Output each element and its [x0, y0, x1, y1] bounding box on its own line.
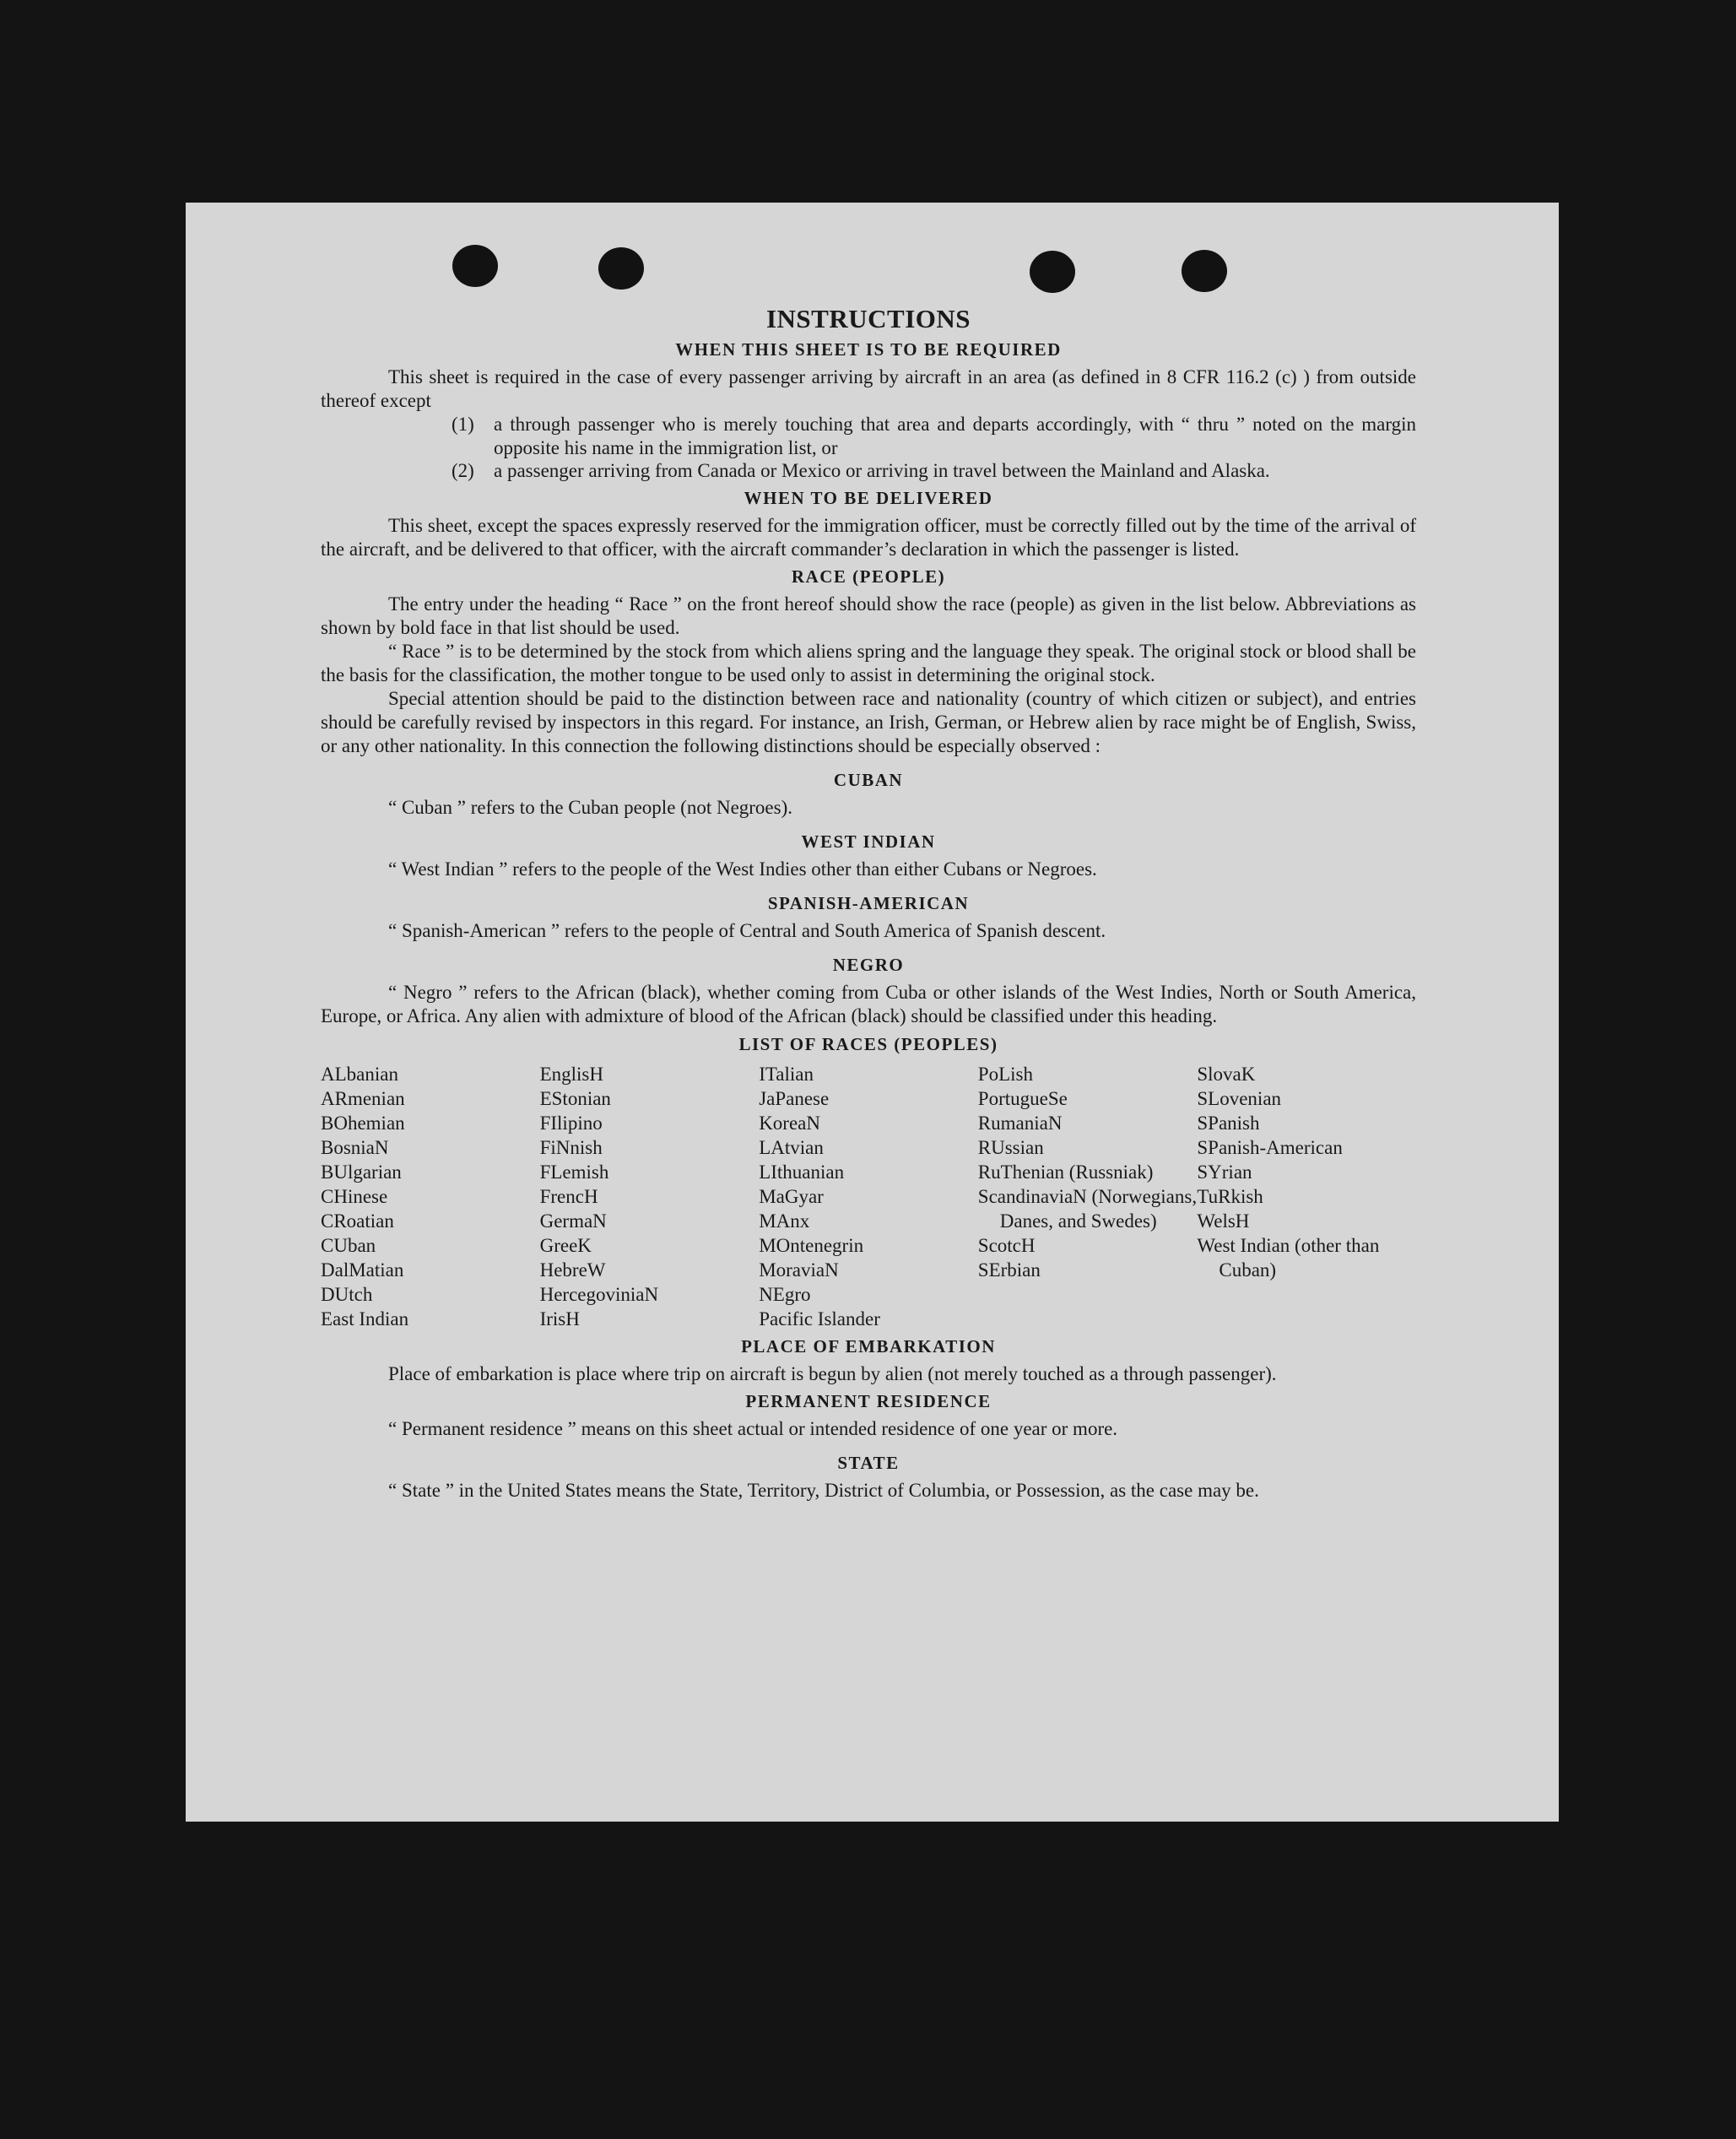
race-entry: BosniaN [321, 1136, 389, 1158]
heading-embarkation: PLACE OF EMBARKATION [741, 1335, 996, 1357]
exception-item [452, 459, 1416, 483]
exception-item [452, 413, 1416, 459]
heading-delivered: WHEN TO BE DELIVERED [744, 487, 993, 508]
race-entry: NEgro [759, 1283, 811, 1305]
race-entry: WelsH [1197, 1210, 1250, 1232]
race-entry: CRoatian [321, 1210, 394, 1232]
heading-race: RACE (PEOPLE) [791, 566, 946, 587]
race-entry: HebreW [539, 1259, 606, 1281]
race-paragraph-3: Special attention should be paid to the distinction between race and nationality (country of which citizen or subject), and entries should be carefully revised by inspectors in this regard. For instance, an Irish, German, or Hebrew alien by race might be of English, Swiss, or any other nationality. In this connection the following distinctions should be especially observed : [321, 688, 1416, 757]
race-entry: RuThenian (Russniak) [977, 1161, 1154, 1183]
heading-cuban: CUBAN [833, 770, 904, 791]
race-entry: West Indian (other than Cuban) [1197, 1234, 1380, 1281]
heading-negro: NEGRO [832, 955, 905, 976]
race-entry: MoraviaN [759, 1259, 839, 1281]
race-entry: PortugueSe [977, 1087, 1068, 1109]
document-page [186, 203, 1559, 1822]
race-entry: SlovaK [1197, 1063, 1256, 1085]
item-number: (2) [452, 460, 474, 482]
race-entry: Pacific Islander [759, 1308, 880, 1329]
race-entry: FLemish [539, 1161, 609, 1183]
race-entry: LAtvian [759, 1136, 824, 1158]
race-entry: TuRkish [1197, 1185, 1263, 1207]
race-entry: MaGyar [759, 1185, 824, 1207]
race-entry: ITalian [759, 1063, 814, 1085]
race-entry: East Indian [321, 1308, 409, 1329]
race-entry: JaPanese [759, 1087, 830, 1109]
race-entry: EStonian [539, 1087, 611, 1109]
embarkation-text: Place of embarkation is place where trip on aircraft is begun by alien (not merely touched as a through passenger). [388, 1362, 1277, 1384]
race-entry: FiNnish [539, 1136, 603, 1158]
race-entry: LIthuanian [759, 1161, 845, 1183]
instructions-content [321, 304, 1416, 1503]
races-column [321, 1062, 540, 1331]
race-entry: DalMatian [321, 1259, 404, 1281]
cuban-text: “ Cuban ” refers to the Cuban people (not Negroes). [388, 797, 793, 819]
heading-races-list: LIST OF RACES (PEOPLES) [738, 1033, 998, 1054]
heading-residence: PERMANENT RESIDENCE [745, 1390, 992, 1411]
negro-text: “ Negro ” refers to the African (black), whether coming from Cuba or other islands of the West Indies, North or South America, Europe, or Africa. Any alien with admixture of blood of the African (black) should be classified under this heading. [321, 982, 1416, 1027]
race-entry: BOhemian [321, 1112, 405, 1134]
item-text: a passenger arriving from Canada or Mexico or arriving in travel between the Mainland and Alaska. [494, 460, 1270, 482]
spanish-american-text: “ Spanish-American ” refers to the people of Central and South America of Spanish descent. [388, 920, 1106, 942]
heading-spanish-american: SPANISH-AMERICAN [767, 893, 970, 914]
race-entry: CHinese [321, 1185, 388, 1207]
race-entry: RUssian [977, 1136, 1044, 1158]
race-paragraph-2: “ Race ” is to be determined by the stock from which aliens spring and the language they speak. The original stock or blood shall be the basis for the classification, the mother tongue to be used only to assist in determining the original stock. [321, 641, 1416, 686]
punch-hole [1030, 251, 1075, 293]
races-column [1197, 1062, 1416, 1331]
item-number: (1) [452, 414, 474, 436]
race-entry: IrisH [539, 1308, 580, 1329]
race-entry: KoreaN [759, 1112, 820, 1134]
heading-required: WHEN THIS SHEET IS TO BE REQUIRED [675, 339, 1062, 360]
race-entry: FIlipino [539, 1112, 603, 1134]
race-entry: SLovenian [1197, 1087, 1282, 1109]
race-entry: ALbanian [321, 1063, 398, 1085]
race-entry: EnglisH [539, 1063, 603, 1085]
races-column [978, 1062, 1198, 1331]
heading-west-indian: WEST INDIAN [801, 831, 936, 853]
race-entry: SPanish [1197, 1112, 1260, 1134]
race-entry: MAnx [759, 1210, 810, 1232]
required-text: This sheet is required in the case of every passenger arriving by aircraft in an area (as defined in 8 CFR 116.2 (c) ) from outside thereof except [321, 366, 1416, 412]
race-entry: GreeK [539, 1234, 592, 1256]
race-entry: CUban [321, 1234, 376, 1256]
races-list [321, 1062, 1416, 1331]
race-entry: PoLish [977, 1063, 1033, 1085]
race-entry: MOntenegrin [759, 1234, 864, 1256]
residence-text: “ Permanent residence ” means on this sheet actual or intended residence of one year or more. [388, 1417, 1118, 1439]
punch-hole [1182, 250, 1227, 292]
heading-state: STATE [837, 1452, 900, 1473]
race-paragraph-1: The entry under the heading “ Race ” on the front hereof should show the race (people) as given in the list below. Abbreviations as shown by bold face in that list should be used. [321, 593, 1416, 639]
race-entry: ARmenian [321, 1087, 405, 1109]
race-entry: ScotcH [977, 1234, 1036, 1256]
item-text: a through passenger who is merely touching that area and departs accordingly, with “ thru ” noted on the margin opposite his name in the immigration list, or [494, 414, 1416, 458]
races-column [540, 1062, 760, 1331]
race-entry: RumaniaN [977, 1112, 1063, 1134]
race-entry: ScandinaviaN (Norwegians, Danes, and Swedes) [977, 1185, 1198, 1232]
punch-hole [598, 247, 644, 290]
state-text: “ State ” in the United States means the State, Territory, District of Columbia, or Possession, as the case may be. [388, 1479, 1259, 1501]
race-entry: BUlgarian [321, 1161, 402, 1183]
race-entry: DUtch [321, 1283, 373, 1305]
race-entry: SPanish-American [1197, 1136, 1343, 1158]
races-column [759, 1062, 978, 1331]
race-entry: SYrian [1197, 1161, 1252, 1183]
delivered-text: This sheet, except the spaces expressly reserved for the immigration officer, must be correctly filled out by the time of the arrival of the aircraft, and be delivered to that officer, with the aircraft commander’s declaration in which the passenger is listed. [321, 514, 1416, 560]
race-entry: SErbian [977, 1259, 1041, 1281]
page-title: INSTRUCTIONS [765, 304, 971, 333]
west-indian-text: “ West Indian ” refers to the people of the West Indies other than either Cubans or Negroes. [388, 858, 1097, 880]
race-entry: HercegoviniaN [539, 1283, 659, 1305]
punch-hole [452, 245, 498, 287]
race-entry: GermaN [539, 1210, 607, 1232]
race-entry: FrencH [539, 1185, 598, 1207]
